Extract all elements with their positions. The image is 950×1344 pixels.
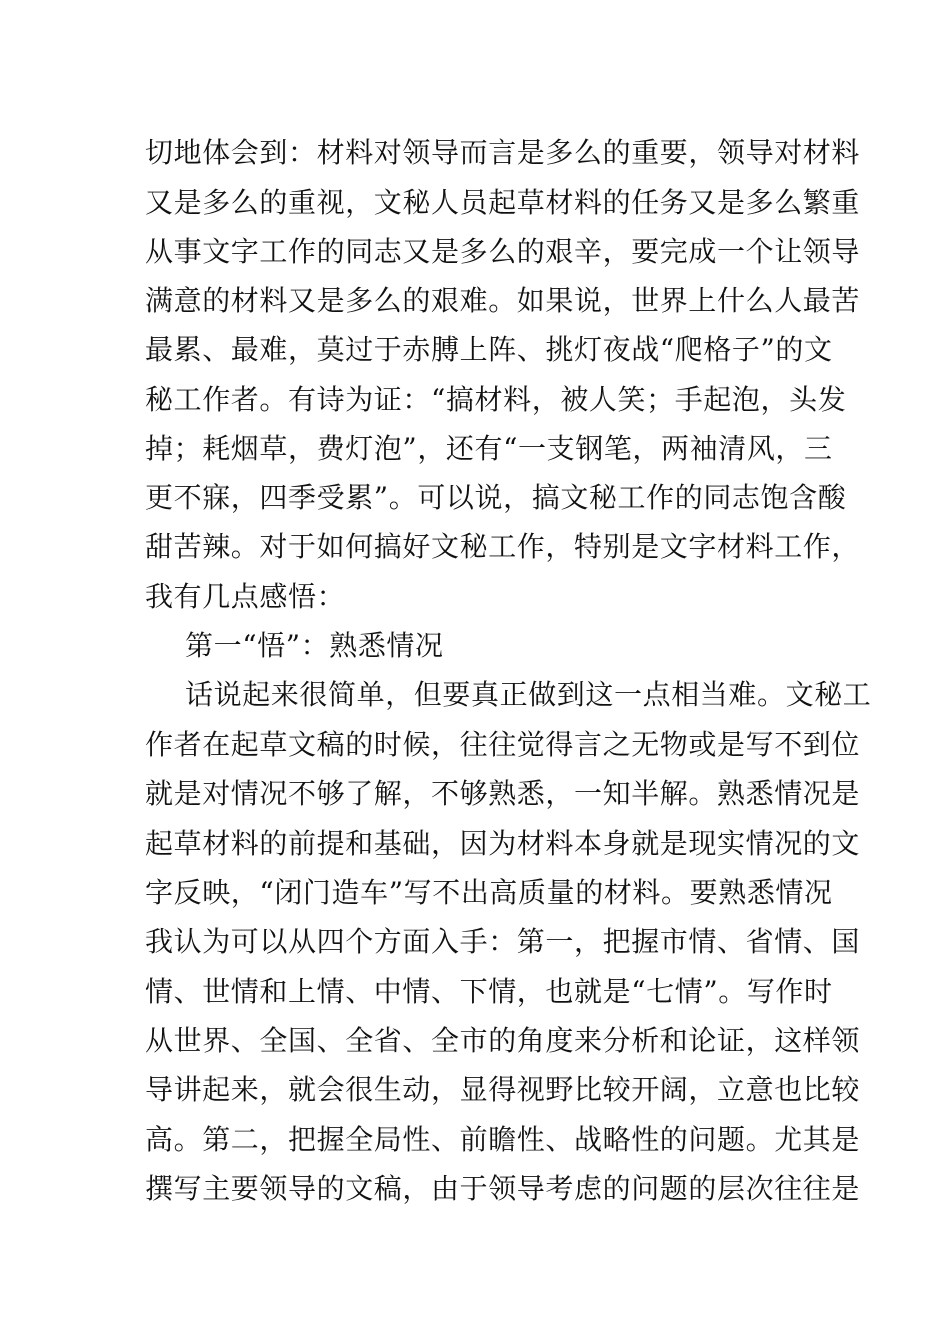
text-line: 起草材料的前提和基础，因为材料本身就是现实情况的文 <box>145 827 861 860</box>
text-line: 导讲起来，就会很生动，显得视野比较开阔，立意也比较 <box>145 1073 861 1106</box>
text-line: 就是对情况不够了解，不够熟悉，一知半解。熟悉情况是 <box>145 777 861 810</box>
text-line: 我有几点感悟： <box>145 580 346 613</box>
text-line: 满意的材料又是多么的艰难。如果说，世界上什么人最苦 <box>145 284 861 317</box>
text-line: 秘工作者。有诗为证：“搞材料，被人笑；手起泡，头发 <box>145 383 847 416</box>
text-line: 甜苦辣。对于如何搞好文秘工作，特别是文字材料工作， <box>145 530 861 563</box>
text-line: 从事文字工作的同志又是多么的艰辛，要完成一个让领导 <box>145 235 861 268</box>
text-line: 作者在起草文稿的时候，往往觉得言之无物或是写不到位 <box>145 728 861 761</box>
text-line: 情、世情和上情、中情、下情，也就是“七情”。写作时 <box>145 975 833 1008</box>
text-line: 我认为可以从四个方面入手：第一，把握市情、省情、国 <box>145 925 861 958</box>
text-line: 又是多么的重视，文秘人员起草材料的任务又是多么繁重 <box>145 186 861 219</box>
text-line: 切地体会到：材料对领导而言是多么的重要，领导对材料 <box>145 136 861 169</box>
text-line: 字反映，“闭门造车”写不出高质量的材料。要熟悉情况 <box>145 876 833 909</box>
text-line: 从世界、全国、全省、全市的角度来分析和论证，这样领 <box>145 1024 861 1057</box>
text-line: 撰写主要领导的文稿，由于领导考虑的问题的层次往往是 <box>145 1172 861 1205</box>
text-line: 话说起来很简单，但要真正做到这一点相当难。文秘工 <box>185 678 872 711</box>
text-line: 高。第二，把握全局性、前瞻性、战略性的问题。尤其是 <box>145 1123 861 1156</box>
text-line: 最累、最难，莫过于赤膊上阵、挑灯夜战“爬格子”的文 <box>145 333 833 366</box>
text-line: 掉；耗烟草，费灯泡”，还有“一支钢笔，两袖清风，三 <box>145 432 833 465</box>
section-heading: 第一“悟”：熟悉情况 <box>185 629 444 662</box>
text-line: 更不寐，四季受累”。可以说，搞文秘工作的同志饱含酸 <box>145 481 847 514</box>
